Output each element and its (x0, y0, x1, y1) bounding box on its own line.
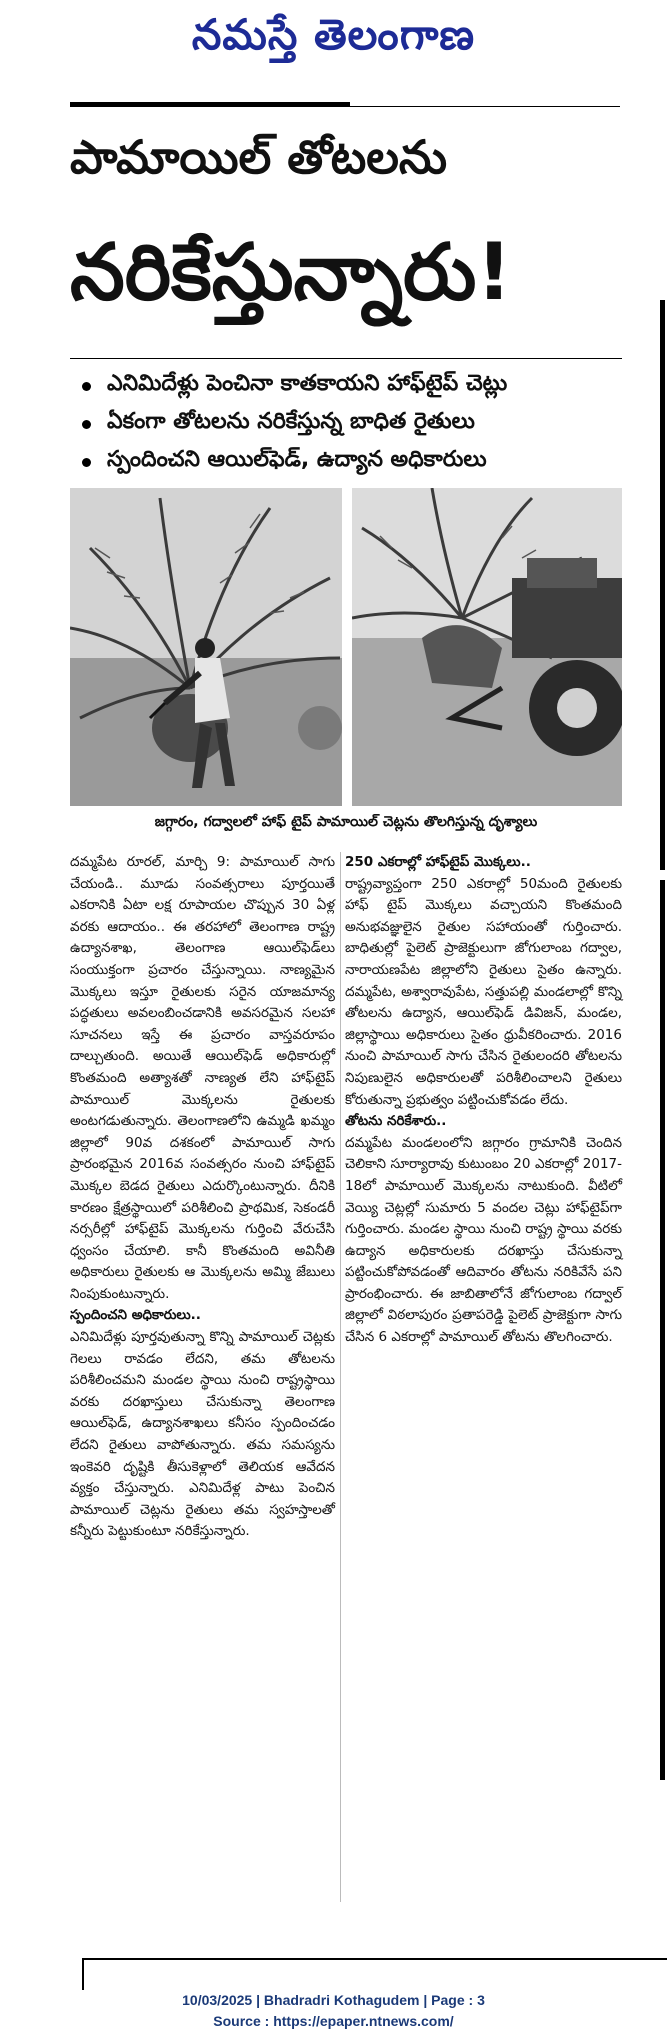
adjacent-article-border (660, 880, 665, 1780)
headline-rule-thick (70, 102, 350, 107)
adjacent-article-border (660, 300, 665, 870)
highlight-text: స్పందించని ఆయిల్‌ఫెడ్, ఉద్యాన అధికారులు (107, 447, 487, 472)
highlight-item (70, 367, 622, 405)
headline-rule-thin (350, 106, 620, 107)
column-divider (340, 852, 341, 1902)
article-paragraph: దమ్మపేట రూరల్, మార్చి 9: పామాయిల్ సాగు చేయండి.. మూడు సంవత్సరాలు పూర్తయితే ఎకరానికి ఏటా లక్ష రూపాయల చొప్పున 30 ఏళ్ల వరకు ఆదాయం.. ఈ తరహాలో తెలంగాణ రాష్ట్ర ఉద్యానశాఖ, తెలంగాణ ఆయిల్‌ఫెడ్‌లు సంయుక్తంగా ప్రచారం చేస్తున్నాయి. నాణ్యమైన మొక్కలు ఇస్తూ రైతులకు సరైన యాజమాన్య పద్ధతులు అవలంబించడానికి అవసరమైన సలహా సూచనలు ఇస్తే ఈ ప్రచారం వాస్తవరూపం దాల్చుతుంది. అయితే ఆయిల్‌ఫెడ్ అధికారుల్లో కొంతమంది అత్యాశతో నాణ్యత లేని హాఫ్‌టైప్ పామాయిల్ మొక్కలను రైతులకు అంటగడుతున్నారు. తెలంగాణలోని ఉమ్మడి ఖమ్మం జిల్లాలో 90వ దశకంలో పామాయిల్ సాగు ప్రారంభమైన 2016వ సంవత్సరం నుంచి హాఫ్‌టైప్ మొక్కల బెడద రైతులు ఎదుర్కొంటున్నారు. దీనికి కారణం క్షేత్రస్థాయిలో పరిశీలించి ప్రాథమిక, సెకండరీ నర్సరీల్లో హాఫ్‌టైప్ మొక్కలను గుర్తించి వేరుచేసి ధ్వంసం చేయాలి. కానీ కొంతమంది అవినీతి అధికారులు రైతులకు ఆ మొక్కలను అమ్మి జేబులు నింపుకుంటున్నారు. (70, 854, 335, 1302)
article-paragraph: దమ్మపేట మండలంలోని జగ్గారం గ్రామానికి చెందిన చెలికాని సూర్యారావు కుటుంబం 20 ఎకరాల్లో 2017-18లో పామాయిల్ మొక్కలను నాటుకుంది. వీటిలో వెయ్యి చెట్లల్లో సుమారు 5 వందల చెట్లు హాఫ్‌టైప్‌గా గుర్తించారు. మండల స్థాయి నుంచి రాష్ట్ర స్థాయి వరకు ఉద్యాన అధికారులకు దరఖాస్తు చేసుకున్నా పట్టించుకోపోవడంతో ఆదివారం తోటను నరికివేసే పని ప్రారంభించారు. ఈ జాబితాలోనే జోగులాంబ గద్వాల్ జిల్లాలో విఠలాపురం ప్రతాపరెడ్డి పైలెట్ ప్రాజెక్టుగా సాగు చేసిన 6 ఎకరాల్లో పామాయిల్ తోటను తొలగించారు. (345, 1134, 622, 1346)
article-subheading: తోటను నరికేశారు.. (345, 1113, 447, 1130)
next-article-border (82, 1958, 667, 1990)
bullet-icon (82, 420, 91, 429)
footer-source-link[interactable]: Source : https://epaper.ntnews.com/ (213, 2013, 454, 2029)
highlight-text: ఏకంగా తోటలను నరికేస్తున్న బాధిత రైతులు (107, 409, 475, 434)
article-subheading: స్పందించని అధికారులు.. (70, 1307, 201, 1324)
photo-caption: జగ్గారం, గద్వాలలో హాఫ్ టైప్ పామాయిల్ చెట్లను తొలగిస్తున్న దృశ్యాలు (154, 814, 538, 830)
article-column-2 (345, 852, 622, 1349)
article-paragraph: ఎనిమిదేళ్లు పూర్తవుతున్నా కొన్ని పామాయిల్ చెట్లకు గెలలు రావడం లేదని, తమ తోటలను పరిశీలించమని మండల స్థాయి నుంచి రాష్ట్రస్థాయి వరకు దరఖాస్తులు చేసుకున్నా తెలంగాణ ఆయిల్‌ఫెడ్, ఉద్యానశాఖలు కనీసం స్పందించడం లేదని రైతులు వాపోతున్నారు. తమ సమస్యను ఇంకెవరి దృష్టికి తీసుకెళ్లాలో తెలియక ఆవేదన వ్యక్తం చేస్తున్నారు. ఎనిమిదేళ్ల పాటు పెంచిన పామాయిల్ చెట్లను రైతులు తమ స్వహస్తాలతో కన్నీరు పెట్టుకుంటూ నరికేస్తున్నారు. (70, 1329, 335, 1540)
page-footer (0, 1990, 667, 2032)
headline-line-1: పామాయిల్ తోటలను (70, 130, 448, 184)
bullet-icon (82, 458, 91, 467)
footer-edition-info: 10/03/2025 | Bhadradri Kothagudem | Page : 3 (182, 1992, 485, 2008)
highlight-text: ఎనిమిదేళ్లు పెంచినా కాతకాయని హాఫ్‌టైప్ చెట్లు (107, 371, 508, 396)
highlight-list (70, 358, 622, 481)
highlight-item (70, 405, 622, 443)
article-paragraph: రాష్ట్రవ్యాప్తంగా 250 ఎకరాల్లో 50మంది రైతులకు హాఫ్ టైప్ మొక్కలు వచ్చాయని కొంతమంది అనుభవజ్ఞులైన రైతుల సహాయంతో గుర్తించారు. బాధితుల్లో పైలెట్ ప్రాజెక్టులుగా జోగులాంబ గద్వాల, నారాయణపేట జిల్లాలోని రైతులు సైతం ఉన్నారు. దమ్మపేట, అశ్వారావుపేట, సత్తుపల్లి మండలాల్లో కొన్ని తోటలను ఉద్యాన, ఆయిల్‌ఫెడ్ డివిజన్, మండల, జిల్లాస్థాయి అధికారులు సైతం ధ్రువీకరించారు. 2016 నుంచి పామాయిల్ సాగు చేసిన రైతులందరి తోటలను నిపుణులైన అధికారులతో పరిశీలించాలని రైతులు కోరుతున్నా ప్రభుత్వం పట్టించుకోవడం లేదు. (345, 875, 622, 1108)
masthead-logo: నమస్తే తెలంగాణ (191, 10, 476, 59)
article-subheading: 250 ఎకరాల్లో హాఫ్‌టైప్ మొక్కలు.. (345, 854, 531, 870)
bullet-icon (82, 382, 91, 391)
headline-line-2: నరికేస్తున్నారు! (70, 228, 512, 318)
highlight-item (70, 443, 622, 481)
photo-tractor-uprooting-palm (352, 488, 622, 806)
photo-farmer-cutting-palm (70, 488, 342, 806)
masthead (0, 0, 667, 80)
article-column-1 (70, 852, 335, 1543)
